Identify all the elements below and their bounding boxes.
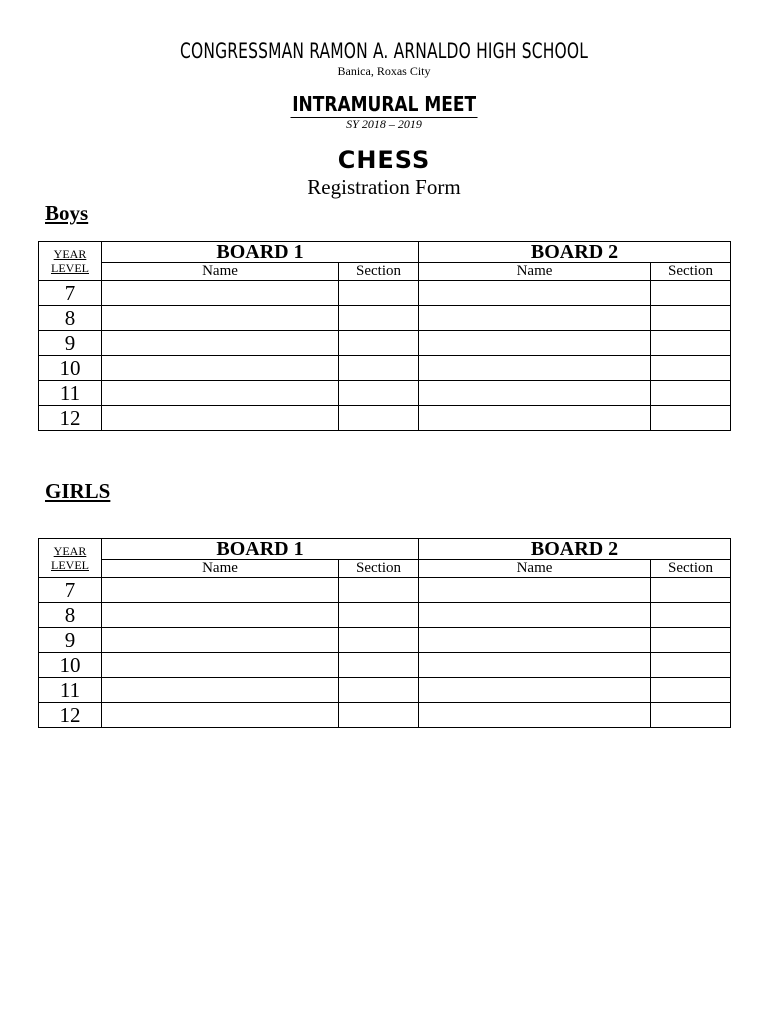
board2-name-header: Name	[419, 263, 651, 281]
year-level-bottom: LEVEL	[51, 261, 89, 275]
board1-section-cell[interactable]	[339, 603, 419, 628]
board2-section-header: Section	[651, 560, 731, 578]
table-row	[39, 653, 731, 678]
board2-header: BOARD 2	[419, 539, 731, 560]
table-row	[39, 703, 731, 728]
board1-name-cell[interactable]	[102, 578, 339, 603]
board2-section-cell[interactable]	[651, 578, 731, 603]
board2-name-cell[interactable]	[419, 653, 651, 678]
board2-name-cell[interactable]	[419, 603, 651, 628]
year-level-bottom: LEVEL	[51, 558, 89, 572]
boys-registration-table	[38, 241, 731, 431]
table-row	[39, 628, 731, 653]
board2-section-cell[interactable]	[651, 381, 731, 406]
board2-section-cell[interactable]	[651, 406, 731, 431]
year-level-cell: 8	[39, 306, 102, 331]
girls-registration-table	[38, 538, 731, 728]
year-level-cell: 9	[39, 628, 102, 653]
board2-section-cell[interactable]	[651, 603, 731, 628]
board1-name-cell[interactable]	[102, 331, 339, 356]
table-row	[39, 281, 731, 306]
board1-name-cell[interactable]	[102, 281, 339, 306]
school-address: Banica, Roxas City	[337, 64, 431, 78]
board1-header: BOARD 1	[102, 242, 419, 263]
board1-section-header: Section	[339, 560, 419, 578]
board1-name-cell[interactable]	[102, 306, 339, 331]
year-level-header	[39, 242, 102, 281]
form-title: Registration Form	[307, 175, 461, 199]
board2-section-cell[interactable]	[651, 356, 731, 381]
board2-name-header: Name	[419, 560, 651, 578]
table-row	[39, 603, 731, 628]
board1-name-cell[interactable]	[102, 678, 339, 703]
board1-section-header: Section	[339, 263, 419, 281]
table-row	[39, 381, 731, 406]
event-title	[0, 92, 768, 118]
school-year: SY 2018 – 2019	[346, 117, 422, 131]
board2-name-cell[interactable]	[419, 703, 651, 728]
board2-section-cell[interactable]	[651, 628, 731, 653]
school-name: CONGRESSMAN RAMON A. ARNALDO HIGH SCHOOL	[179, 39, 589, 63]
event-title-text: INTRAMURAL MEET	[292, 92, 476, 116]
board2-section-header: Section	[651, 263, 731, 281]
board2-name-cell[interactable]	[419, 578, 651, 603]
year-level-cell: 9	[39, 331, 102, 356]
table-row	[39, 306, 731, 331]
year-level-header	[39, 539, 102, 578]
year-level-cell: 10	[39, 653, 102, 678]
year-level-cell: 11	[39, 381, 102, 406]
year-level-cell: 11	[39, 678, 102, 703]
table-row	[39, 331, 731, 356]
board1-name-header: Name	[102, 560, 339, 578]
board1-name-cell[interactable]	[102, 703, 339, 728]
board2-name-cell[interactable]	[419, 406, 651, 431]
board2-name-cell[interactable]	[419, 628, 651, 653]
table-row	[39, 678, 731, 703]
board2-section-cell[interactable]	[651, 703, 731, 728]
board2-name-cell[interactable]	[419, 381, 651, 406]
board1-section-cell[interactable]	[339, 356, 419, 381]
board2-section-cell[interactable]	[651, 678, 731, 703]
board1-name-cell[interactable]	[102, 603, 339, 628]
board1-section-cell[interactable]	[339, 281, 419, 306]
board2-name-cell[interactable]	[419, 356, 651, 381]
year-level-top: YEAR	[53, 544, 87, 558]
board2-name-cell[interactable]	[419, 678, 651, 703]
boys-section-label: Boys	[45, 201, 89, 225]
board1-name-cell[interactable]	[102, 653, 339, 678]
board2-section-cell[interactable]	[651, 653, 731, 678]
table-subheader-row	[39, 560, 731, 578]
table-row	[39, 356, 731, 381]
board1-name-cell[interactable]	[102, 406, 339, 431]
board1-section-cell[interactable]	[339, 628, 419, 653]
board1-header: BOARD 1	[102, 539, 419, 560]
board1-section-cell[interactable]	[339, 678, 419, 703]
board1-name-header: Name	[102, 263, 339, 281]
board2-header: BOARD 2	[419, 242, 731, 263]
table-header-row	[39, 242, 731, 263]
table-row	[39, 406, 731, 431]
board1-name-cell[interactable]	[102, 628, 339, 653]
board2-section-cell[interactable]	[651, 331, 731, 356]
board2-name-cell[interactable]	[419, 281, 651, 306]
year-level-cell: 12	[39, 406, 102, 431]
board1-section-cell[interactable]	[339, 381, 419, 406]
year-level-cell: 7	[39, 281, 102, 306]
board2-name-cell[interactable]	[419, 331, 651, 356]
board1-section-cell[interactable]	[339, 306, 419, 331]
board1-section-cell[interactable]	[339, 331, 419, 356]
board2-section-cell[interactable]	[651, 306, 731, 331]
girls-section-label: GIRLS	[45, 479, 111, 503]
table-header-row	[39, 539, 731, 560]
board1-section-cell[interactable]	[339, 653, 419, 678]
board1-section-cell[interactable]	[339, 703, 419, 728]
board1-name-cell[interactable]	[102, 381, 339, 406]
year-level-cell: 7	[39, 578, 102, 603]
board1-name-cell[interactable]	[102, 356, 339, 381]
board2-section-cell[interactable]	[651, 281, 731, 306]
year-level-cell: 10	[39, 356, 102, 381]
board1-section-cell[interactable]	[339, 406, 419, 431]
table-subheader-row	[39, 263, 731, 281]
table-row	[39, 578, 731, 603]
sport-title: CHESS	[337, 146, 431, 174]
year-level-top: YEAR	[53, 247, 87, 261]
year-level-cell: 12	[39, 703, 102, 728]
board1-section-cell[interactable]	[339, 578, 419, 603]
year-level-cell: 8	[39, 603, 102, 628]
board2-name-cell[interactable]	[419, 306, 651, 331]
